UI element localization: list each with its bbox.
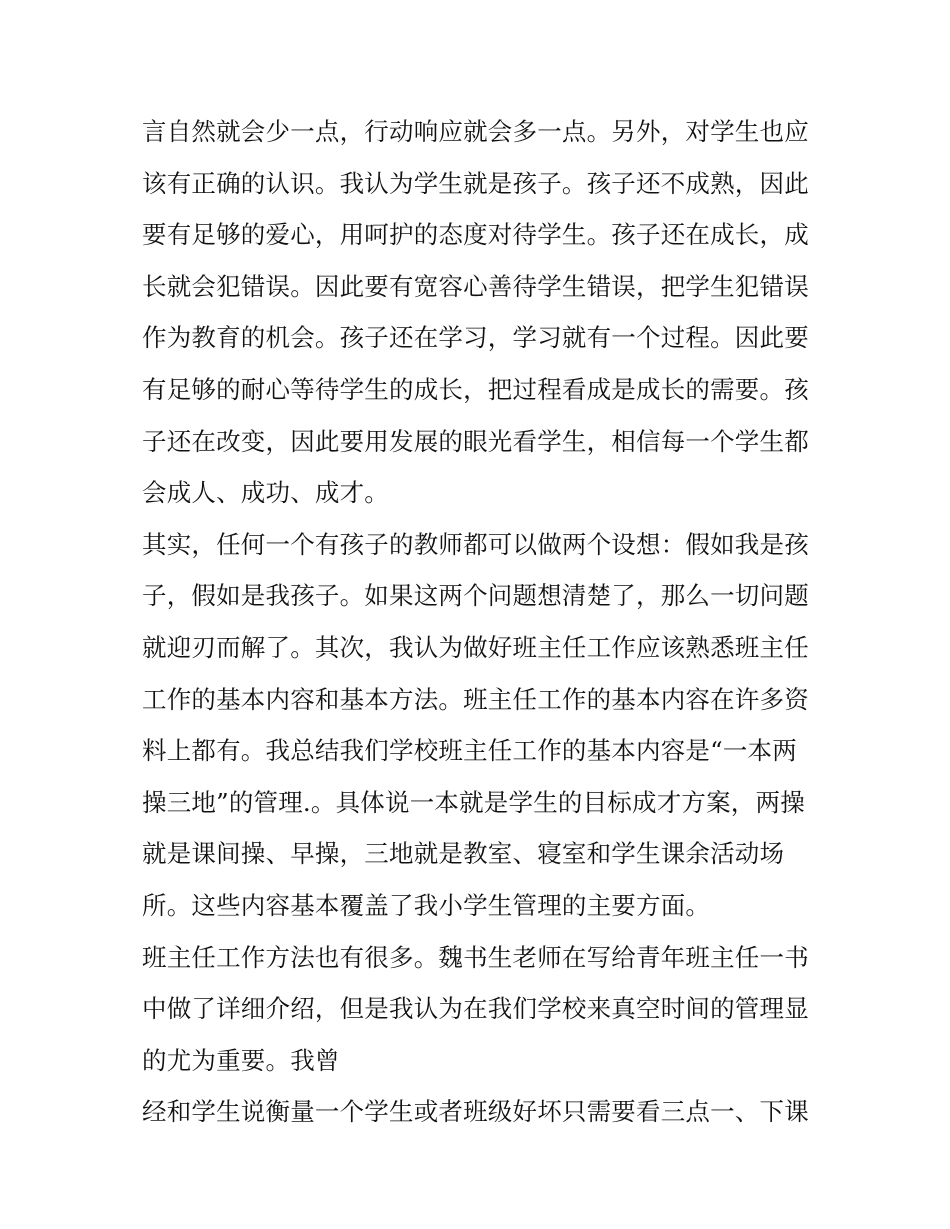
text-line: 有足够的耐心等待学生的成长，把过程看成是成长的需要。孩 <box>142 374 809 404</box>
text-line: 工作的基本内容和基本方法。班主任工作的基本内容在许多资 <box>142 684 809 714</box>
text-line: 会成人、成功、成才。 <box>142 478 389 508</box>
text-line: 就是课间操、早操，三地就是教室、寝室和学生课余活动场 <box>142 839 785 869</box>
text-line: 其实，任何一个有孩子的教师都可以做两个设想：假如我是孩 <box>142 529 809 559</box>
text-line: 操三地”的管理.。具体说一本就是学生的目标成才方案，两操 <box>142 787 805 817</box>
text-line: 子，假如是我孩子。如果这两个问题想清楚了，那么一切问题 <box>142 581 809 611</box>
text-line: 作为教育的机会。孩子还在学习，学习就有一个过程。因此要 <box>142 323 809 353</box>
text-line: 子还在改变，因此要用发展的眼光看学生，相信每一个学生都 <box>142 426 809 456</box>
text-line: 的尤为重要。我曾 <box>142 1045 340 1075</box>
text-line: 长就会犯错误。因此要有宽容心善待学生错误，把学生犯错误 <box>142 271 809 301</box>
text-line: 要有足够的爱心，用呵护的态度对待学生。孩子还在成长，成 <box>142 220 809 250</box>
body-text <box>142 106 822 1138</box>
text-line: 经和学生说衡量一个学生或者班级好坏只需要看三点一、下课 <box>142 1097 809 1127</box>
text-line: 中做了详细介绍，但是我认为在我们学校来真空时间的管理显 <box>142 994 809 1024</box>
text-line: 就迎刃而解了。其次，我认为做好班主任工作应该熟悉班主任 <box>142 632 809 662</box>
text-line: 言自然就会少一点，行动响应就会多一点。另外，对学生也应 <box>142 117 809 146</box>
text-line: 该有正确的认识。我认为学生就是孩子。孩子还不成熟，因此 <box>142 168 809 198</box>
text-line: 料上都有。我总结我们学校班主任工作的基本内容是“一本两 <box>142 736 797 766</box>
text-line: 所。这些内容基本覆盖了我小学生管理的主要方面。 <box>142 890 711 920</box>
text-line: 班主任工作方法也有很多。魏书生老师在写给青年班主任一书 <box>142 942 809 972</box>
